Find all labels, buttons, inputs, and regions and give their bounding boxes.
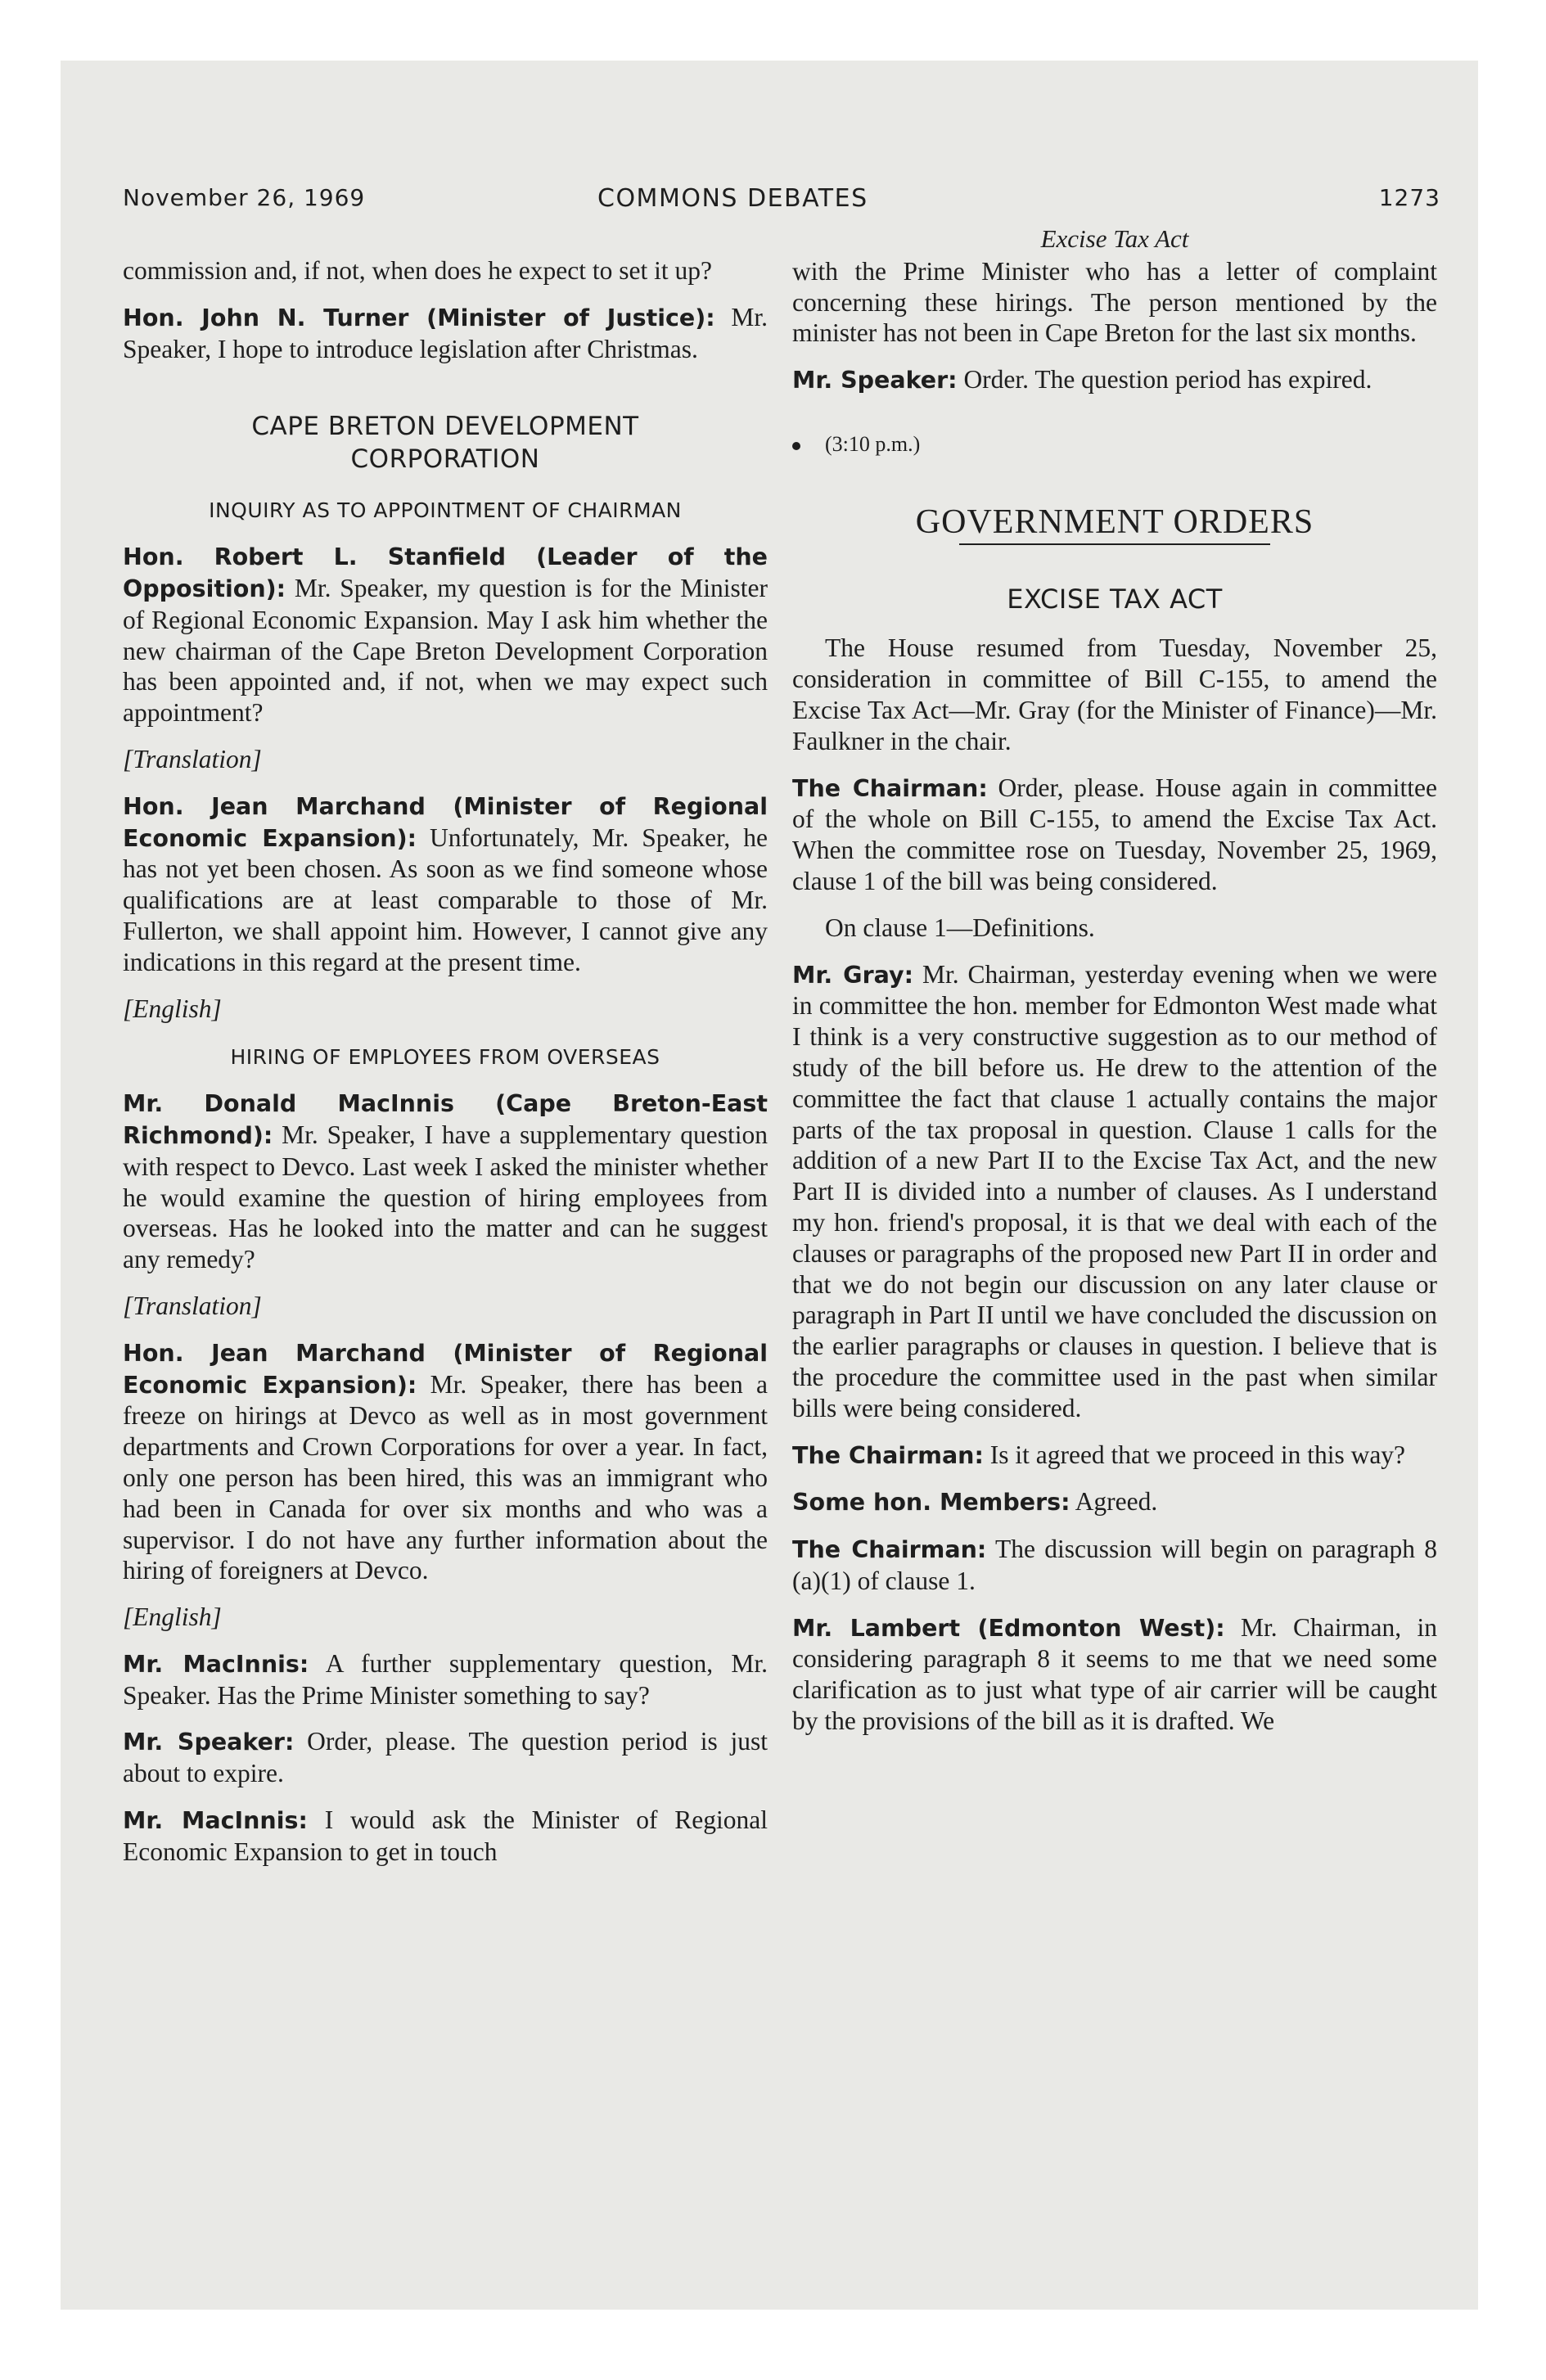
speech-text: Is it agreed that we proceed in this way? [989,1440,1406,1469]
paragraph [792,1534,1437,1597]
paragraph [123,1726,768,1789]
paragraph [792,1612,1437,1737]
bullet-icon [792,442,800,450]
language-marker: [English] [123,994,222,1023]
speaker-name: Mr. MacInnis: [123,1650,309,1678]
section-heading [123,410,768,476]
language-marker: [Translation] [123,1291,262,1320]
speaker-name: Hon. Robert L. Stanfield (Leader of the Opposition): [123,543,768,602]
time-stamp [792,429,1437,460]
paragraph [123,791,768,978]
act-heading: EXCISE TAX ACT [1007,583,1223,615]
paragraph [792,364,1437,396]
speech-text: Mr. Speaker, there has been a freeze on hirings at Devco as well as in most government departments and Crown Corporations for over a year. In fact, only one person has been hired, this was an immigrant who had been in Canada for over six months and who was a supervisor. I do not have any further information about the hiring of foreigners at Devco. [123,1369,768,1585]
language-marker: [English] [123,1602,222,1632]
speaker-name: Mr. MacInnis: [123,1807,308,1835]
speech-text: Mr. Speaker, my question is for the Minister of Regional Economic Expansion. May I ask him whether the new chairman of the Cape Breton Development Corporation has been appointed and, if not, when we may expect such appointment? [123,573,768,728]
paragraph [123,302,768,365]
time-text: (3:10 p.m.) [825,431,921,456]
speech-text: I would ask the Minister of Regional Economic Expansion to get in touch [123,1805,768,1866]
section-heading-line: CAPE BRETON DEVELOPMENT [251,412,639,442]
speaker-name: The Chairman: [792,1441,984,1469]
speech-text: A further supplementary question, Mr. Speaker. Has the Prime Minister something to say? [123,1648,768,1710]
language-marker: [Translation] [123,744,262,773]
paragraph: with the Prime Minister who has a letter of complaint concerning these hirings. The person mentioned by the minister has not been in Cape Breton for the last six months. [792,256,1437,348]
paragraph [792,1486,1437,1518]
speaker-name: Some hon. Members: [792,1489,1070,1517]
speech-text: Order. The question period has expired. [963,365,1372,394]
speaker-name: The Chairman: [792,774,988,802]
speaker-name: Hon. John N. Turner (Minister of Justice): [123,304,715,331]
speech-text: The discussion will begin on paragraph 8 (a)(1) of clause 1. [792,1535,1437,1595]
paragraph [123,541,768,728]
speaker-name: Mr. Donald MacInnis (Cape Breton-East Richmond): [123,1090,768,1149]
section-heading-line: CORPORATION [350,444,540,475]
speaker-name: Mr. Gray: [792,961,913,989]
heading-rule [959,543,1270,545]
right-column [792,217,1437,1752]
paragraph [792,1440,1437,1472]
speech-text: Mr. Speaker, I have a supplementary question with respect to Devco. Last week I asked the minister whether he would examine the question of hiring employees from overseas. Has he looked into the matter and can he suggest any remedy? [123,1120,768,1274]
header-title: COMMONS DEBATES [597,184,868,213]
speech-text: Order, please. The question period is just about to expire. [123,1727,768,1788]
speaker-name: Hon. Jean Marchand (Minister of Regional Economic Expansion): [123,792,768,852]
running-head: Excise Tax Act [1040,224,1189,253]
paragraph: The House resumed from Tuesday, November 25, consideration in committee of Bill C-155, to amend the Excise Tax Act—Mr. Gray (for the Minister of Finance)—Mr. Faulkner in the chair. [792,633,1437,755]
subheading: HIRING OF EMPLOYEES FROM OVERSEAS [230,1045,660,1070]
speech-text: Mr. Chairman, yesterday evening when we were in committee the hon. member for Edmonton West made what I think is a very constructive suggestion as to our method of study of the bill before us. He drew to the attention of the committee the fact that clause 1 actually contains the major parts of the tax proposal in question. Clause 1 calls for the addition of a new Part II to the Excise Tax Act, and the new Part II is divided into a number of clauses. As I understand my hon. friend's proposal, it is that we deal with each of the clauses or paragraphs of the proposed new Part II in order and that we do not begin our discussion on any later clause or paragraph in Part II until we have concluded the discussion on the earlier paragraphs or clauses in question. I believe that is the procedure the committee used in the past when similar bills were being considered. [792,959,1437,1422]
speech-text: Mr. Chairman, in considering paragraph 8 it seems to me that we need some clarification as to just what type of air carrier will be caught by the provisions of the bill as it is drafted. We [792,1612,1437,1736]
paragraph [123,1088,768,1275]
paragraph [123,1648,768,1711]
speaker-name: Hon. Jean Marchand (Minister of Regional Economic Expansion): [123,1339,768,1399]
speaker-name: Mr. Lambert (Edmonton West): [792,1614,1225,1642]
speech-text: Order, please. House again in committee of the whole on Bill C-155, to amend the Excise Tax Act. When the committee rose on Tuesday, November 25, 1969, clause 1 of the bill was being considered. [792,773,1438,895]
speaker-name: The Chairman: [792,1536,987,1564]
speaker-name: Mr. Speaker: [792,367,958,394]
paragraph [792,959,1437,1424]
paragraph [123,1337,768,1586]
speech-text: Agreed. [1075,1487,1158,1517]
paragraph [792,773,1437,897]
speaker-name: Mr. Speaker: [123,1729,295,1756]
header-page-number: 1273 [1378,184,1440,211]
speech-text: Mr. Speaker, I hope to introduce legislation after Christmas. [123,302,768,363]
paragraph: commission and, if not, when does he expect to set it up? [123,256,712,285]
paragraph [123,1805,768,1868]
major-heading: GOVERNMENT ORDERS [915,503,1314,541]
left-column [123,217,768,1883]
paragraph: On clause 1—Definitions. [825,913,1095,942]
subheading: INQUIRY AS TO APPOINTMENT OF CHAIRMAN [209,498,682,523]
speech-text: Unfortunately, Mr. Speaker, he has not yet been chosen. As soon as we find someone whose qualifications are at least comparable to those of Mr. Fullerton, we shall appoint him. However, I cannot give any indications in this regard at the present time. [123,823,768,976]
header-date: November 26, 1969 [123,184,366,211]
